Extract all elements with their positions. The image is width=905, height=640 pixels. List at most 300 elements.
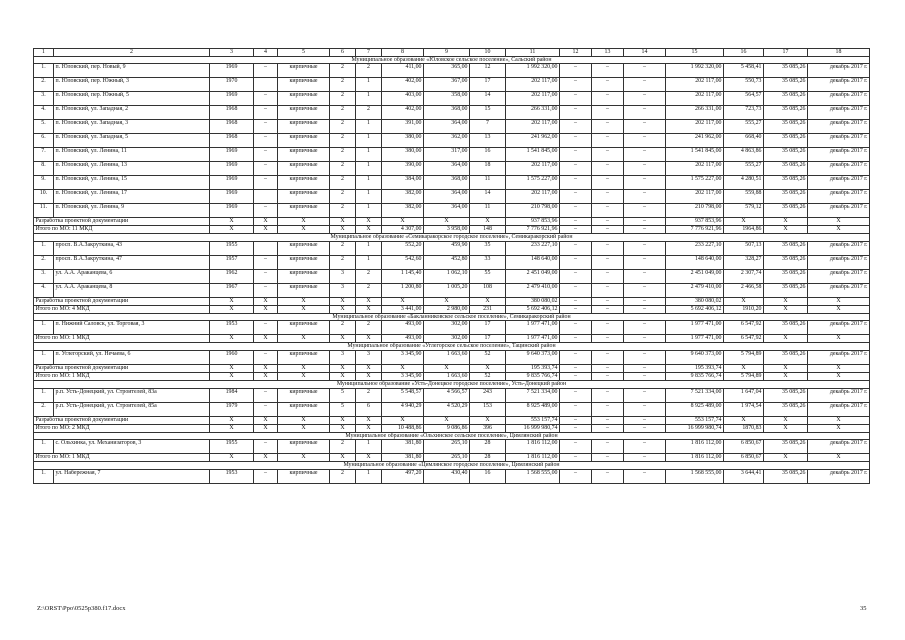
table-cell: X: [382, 297, 424, 305]
table-cell: 15: [470, 106, 506, 120]
table-cell: –: [254, 148, 278, 162]
table-cell: 542,60: [382, 255, 424, 269]
table-cell: –: [592, 190, 624, 204]
table-cell: 35 085,26: [764, 255, 808, 269]
table-cell: 1 200,80: [382, 283, 424, 297]
table-cell: 202 117,00: [506, 190, 560, 204]
table-cell: 16 999 980,74: [666, 424, 724, 432]
table-cell: X: [254, 364, 278, 372]
table-cell: 4 566,57: [424, 388, 470, 402]
table-cell: 14: [470, 92, 506, 106]
table-cell: 35 085,26: [764, 388, 808, 402]
table-cell: 9 835 766,74: [506, 372, 560, 380]
table-cell: –: [624, 255, 666, 269]
table-cell: кирпичные: [278, 148, 330, 162]
table-cell: 3.: [34, 92, 54, 106]
table-cell: 4 280,51: [724, 176, 764, 190]
table-cell: 1 974,54: [724, 402, 764, 416]
table-cell: 35 085,26: [764, 402, 808, 416]
table-cell: X: [330, 218, 356, 226]
table-cell: 1: [356, 162, 382, 176]
table-cell: 1: [356, 190, 382, 204]
municipality-heading-row: [34, 380, 870, 388]
table-cell: X: [210, 364, 254, 372]
table-cell: 302,00: [424, 321, 470, 335]
table-cell: 553 157,74: [506, 416, 560, 424]
building-row: [34, 78, 870, 92]
table-cell: 1 541 845,00: [666, 148, 724, 162]
table-cell: X: [424, 297, 470, 305]
table-cell: –: [560, 440, 592, 454]
table-cell: 1.: [34, 64, 54, 78]
table-cell: 1 062,10: [424, 269, 470, 283]
table-cell: 2: [330, 78, 356, 92]
municipality-heading-row: [34, 432, 870, 440]
table-cell: 148: [470, 226, 506, 234]
municipality-heading-row: [34, 313, 870, 321]
table-cell: кирпичные: [278, 283, 330, 297]
table-cell: [254, 78, 278, 92]
table-cell: 202 117,00: [666, 190, 724, 204]
table-cell: декабрь 2017 г.: [808, 176, 870, 190]
table-cell: 2: [330, 190, 356, 204]
table-cell: декабрь 2017 г.: [808, 78, 870, 92]
table-cell: 2: [330, 204, 356, 218]
table-cell: 35 085,26: [764, 64, 808, 78]
column-number-cell: 1: [34, 49, 54, 57]
table-cell: 1 647,04: [724, 388, 764, 402]
table-cell: X: [210, 297, 254, 305]
table-cell: декабрь 2017 г.: [808, 204, 870, 218]
summary-label: Разработка проектной документации: [34, 218, 210, 226]
table-cell: –: [592, 218, 624, 226]
table-cell: 497,20: [382, 469, 424, 483]
table-cell: –: [560, 64, 592, 78]
table-cell: 382,00: [382, 204, 424, 218]
table-cell: 52: [470, 372, 506, 380]
column-number-cell: 2: [54, 49, 210, 57]
column-number-cell: 14: [624, 49, 666, 57]
table-cell: 2.: [34, 78, 54, 92]
column-number-cell: 18: [808, 49, 870, 57]
table-cell: 1 005,20: [424, 283, 470, 297]
summary-row: [34, 305, 870, 313]
table-cell: декабрь 2017 г.: [808, 402, 870, 416]
summary-row: [34, 372, 870, 380]
table-cell: 6 850,67: [724, 454, 764, 462]
table-cell: X: [470, 297, 506, 305]
table-cell: декабрь 2017 г.: [808, 321, 870, 335]
table-cell: 7: [470, 120, 506, 134]
table-cell: декабрь 2017 г.: [808, 269, 870, 283]
table-cell: 35 085,26: [764, 120, 808, 134]
table-cell: X: [210, 416, 254, 424]
table-cell: 2: [330, 92, 356, 106]
table-cell: –: [592, 335, 624, 343]
table-cell: 13: [470, 134, 506, 148]
table-cell: кирпичные: [278, 269, 330, 283]
table-cell: X: [808, 372, 870, 380]
table-cell: 555,27: [724, 162, 764, 176]
municipality-heading-row: [34, 462, 870, 470]
table-cell: 8.: [34, 162, 54, 176]
table-cell: 202 117,00: [666, 92, 724, 106]
table-cell: X: [808, 454, 870, 462]
table-cell: –: [592, 364, 624, 372]
summary-label: Разработка проектной документации: [34, 416, 210, 424]
table-cell: –: [560, 78, 592, 92]
table-cell: 1955: [210, 241, 254, 255]
table-cell: –: [592, 176, 624, 190]
table-cell: 35 085,26: [764, 78, 808, 92]
table-cell: X: [356, 335, 382, 343]
table-cell: –: [624, 176, 666, 190]
table-cell: X: [808, 226, 870, 234]
column-number-cell: 6: [330, 49, 356, 57]
table-cell: X: [278, 218, 330, 226]
table-cell: 1: [356, 120, 382, 134]
table-cell: X: [764, 226, 808, 234]
table-cell: –: [624, 297, 666, 305]
table-cell: X: [254, 424, 278, 432]
building-row: [34, 469, 870, 483]
table-cell: –: [254, 283, 278, 297]
table-cell: X: [808, 416, 870, 424]
table-cell: 1 816 112,00: [666, 454, 724, 462]
table-cell: 6 547,92: [724, 335, 764, 343]
table-cell: 35 085,26: [764, 134, 808, 148]
table-cell: –: [560, 416, 592, 424]
table-cell: 1 568 555,00: [506, 469, 560, 483]
summary-row: [34, 335, 870, 343]
table-cell: 1 663,60: [424, 372, 470, 380]
table-cell: –: [624, 454, 666, 462]
table-cell: –: [624, 134, 666, 148]
table-cell: 210 798,00: [666, 204, 724, 218]
table-cell: 265,10: [424, 440, 470, 454]
table-cell: 5 794,89: [724, 372, 764, 380]
table-cell: –: [560, 204, 592, 218]
table-cell: декабрь 2017 г.: [808, 64, 870, 78]
table-cell: 35 085,26: [764, 92, 808, 106]
table-cell: 7.: [34, 148, 54, 162]
table-cell: декабрь 2017 г.: [808, 92, 870, 106]
column-number-cell: 3: [210, 49, 254, 57]
table-cell: 28: [470, 454, 506, 462]
table-cell: –: [624, 283, 666, 297]
table-cell: 202 117,00: [666, 120, 724, 134]
table-cell: X: [764, 297, 808, 305]
table-cell: –: [560, 335, 592, 343]
building-address: п. Юловский, ул. Западная, 3: [54, 120, 210, 134]
table-cell: кирпичные: [278, 469, 330, 483]
table-cell: кирпичные: [278, 241, 330, 255]
table-cell: 380,00: [382, 148, 424, 162]
table-cell: 1964,86: [724, 226, 764, 234]
table-cell: 1 977 471,00: [506, 335, 560, 343]
building-row: [34, 350, 870, 364]
table-cell: 1969: [210, 190, 254, 204]
building-address: п. Юловский, ул. Ленина, 11: [54, 148, 210, 162]
building-row: [34, 148, 870, 162]
table-cell: –: [624, 148, 666, 162]
table-cell: кирпичные: [278, 92, 330, 106]
table-cell: –: [560, 454, 592, 462]
table-cell: X: [764, 416, 808, 424]
table-cell: X: [808, 364, 870, 372]
table-cell: 1960: [210, 350, 254, 364]
table-cell: X: [808, 305, 870, 313]
table-cell: 1969: [210, 64, 254, 78]
table-cell: 8 925 489,00: [666, 402, 724, 416]
table-cell: 6: [356, 402, 382, 416]
table-cell: –: [624, 335, 666, 343]
table-cell: 381,80: [382, 454, 424, 462]
table-cell: 3 345,90: [382, 350, 424, 364]
table-cell: 1 575 227,00: [506, 176, 560, 190]
table-cell: 302,00: [424, 335, 470, 343]
building-address: п. Углегорский, ул. Нечаева, 6: [54, 350, 210, 364]
table-cell: 364,00: [424, 204, 470, 218]
table-cell: –: [592, 424, 624, 432]
column-number-cell: 10: [470, 49, 506, 57]
building-address: просп. В.А.Закруткина, 47: [54, 255, 210, 269]
table-cell: 2: [356, 388, 382, 402]
column-number-cell: 16: [724, 49, 764, 57]
table-cell: 328,27: [724, 255, 764, 269]
table-cell: X: [210, 424, 254, 432]
table-cell: 364,00: [424, 162, 470, 176]
table-cell: 2: [356, 64, 382, 78]
column-number-cell: 12: [560, 49, 592, 57]
building-address: п. Юловский, ул. Ленина, 15: [54, 176, 210, 190]
table-cell: –: [624, 440, 666, 454]
table-cell: X: [470, 218, 506, 226]
table-cell: X: [330, 335, 356, 343]
table-cell: X: [724, 416, 764, 424]
table-cell: 9 835 766,74: [666, 372, 724, 380]
table-cell: 195 393,74: [506, 364, 560, 372]
table-cell: –: [254, 388, 278, 402]
table-cell: 367,00: [424, 78, 470, 92]
municipality-name: Муниципальное образование «Углегорское сельское поселение», Тацинский район: [34, 343, 870, 351]
table-cell: 2: [330, 148, 356, 162]
table-cell: X: [382, 364, 424, 372]
table-cell: X: [356, 305, 382, 313]
table-cell: –: [254, 469, 278, 483]
table-cell: 1968: [210, 120, 254, 134]
table-cell: 17: [470, 335, 506, 343]
table-cell: 1.: [34, 440, 54, 454]
table-cell: кирпичные: [278, 204, 330, 218]
building-address: п. Юловский, ул. Ленина, 13: [54, 162, 210, 176]
summary-label: Итого по МО: 11 МКД: [34, 226, 210, 234]
table-cell: 243: [470, 388, 506, 402]
table-cell: X: [278, 424, 330, 432]
table-cell: 2 451 049,00: [506, 269, 560, 283]
table-cell: 380,00: [382, 134, 424, 148]
table-cell: 153: [470, 402, 506, 416]
table-cell: 459,90: [424, 241, 470, 255]
building-address: п. Нижний Саловск, ул. Торговая, 3: [54, 321, 210, 335]
table-cell: –: [592, 372, 624, 380]
table-cell: 5 692 406,12: [506, 305, 560, 313]
building-row: [34, 162, 870, 176]
table-cell: 1 568 555,00: [666, 469, 724, 483]
building-row: [34, 64, 870, 78]
table-cell: 8 925 489,00: [506, 402, 560, 416]
table-cell: 564,57: [724, 92, 764, 106]
table-cell: 4 520,29: [424, 402, 470, 416]
table-cell: декабрь 2017 г.: [808, 350, 870, 364]
table-cell: 358,00: [424, 92, 470, 106]
municipality-heading-row: [34, 56, 870, 64]
table-cell: X: [764, 305, 808, 313]
table-cell: кирпичные: [278, 388, 330, 402]
table-cell: 2 980,00: [424, 305, 470, 313]
summary-label: Итого по МО: 4 МКД: [34, 305, 210, 313]
building-address: ул. А.А. Араканцева, 6: [54, 269, 210, 283]
municipality-heading-row: [34, 234, 870, 242]
table-cell: X: [808, 297, 870, 305]
table-cell: –: [592, 283, 624, 297]
table-cell: [254, 190, 278, 204]
table-cell: 381,80: [382, 440, 424, 454]
table-cell: 202 117,00: [506, 120, 560, 134]
building-row: [34, 440, 870, 454]
table-cell: X: [382, 218, 424, 226]
table-cell: X: [424, 218, 470, 226]
table-cell: –: [560, 226, 592, 234]
table-cell: –: [624, 226, 666, 234]
table-cell: 2: [356, 106, 382, 120]
column-number-cell: 8: [382, 49, 424, 57]
table-cell: X: [356, 226, 382, 234]
table-cell: –: [592, 402, 624, 416]
table-cell: 3: [330, 350, 356, 364]
page-number: 35: [860, 605, 867, 612]
table-cell: X: [330, 297, 356, 305]
table-cell: –: [254, 92, 278, 106]
table-cell: 1.: [34, 321, 54, 335]
table-cell: 411,00: [382, 64, 424, 78]
table-cell: декабрь 2017 г.: [808, 106, 870, 120]
table-cell: 2: [330, 469, 356, 483]
building-row: [34, 134, 870, 148]
table-cell: 507,13: [724, 241, 764, 255]
housing-repair-table: [33, 48, 870, 484]
table-cell: X: [278, 364, 330, 372]
table-cell: 2: [330, 440, 356, 454]
table-cell: 668,40: [724, 134, 764, 148]
table-cell: 195 393,74: [666, 364, 724, 372]
summary-label: Итого по МО: 2 МКД: [34, 424, 210, 432]
table-cell: X: [724, 297, 764, 305]
building-row: [34, 241, 870, 255]
building-row: [34, 283, 870, 297]
table-cell: 550,73: [724, 78, 764, 92]
table-cell: 2: [330, 321, 356, 335]
table-cell: 1 575 227,00: [666, 176, 724, 190]
summary-label: Итого по МО: 1 МКД: [34, 335, 210, 343]
table-cell: 1 977 471,00: [666, 321, 724, 335]
table-cell: 2: [330, 162, 356, 176]
column-number-cell: 17: [764, 49, 808, 57]
table-cell: кирпичные: [278, 64, 330, 78]
summary-label: Разработка проектной документации: [34, 364, 210, 372]
table-cell: 17: [470, 321, 506, 335]
table-cell: 2 307,74: [724, 269, 764, 283]
table-cell: 1: [356, 469, 382, 483]
column-number-cell: 11: [506, 49, 560, 57]
table-cell: кирпичные: [278, 176, 330, 190]
table-cell: кирпичные: [278, 255, 330, 269]
table-cell: 35: [470, 241, 506, 255]
table-cell: –: [592, 148, 624, 162]
table-cell: –: [592, 350, 624, 364]
table-cell: –: [560, 162, 592, 176]
table-cell: 1969: [210, 204, 254, 218]
table-cell: 1969: [210, 92, 254, 106]
summary-label: Итого по МО: 1 МКД: [34, 454, 210, 462]
table-cell: 266 331,00: [666, 106, 724, 120]
table-cell: 1970: [210, 78, 254, 92]
table-cell: –: [560, 402, 592, 416]
table-cell: 1979: [210, 402, 254, 416]
table-cell: 18: [470, 162, 506, 176]
building-address: п. Юловский, ул. Ленина, 17: [54, 190, 210, 204]
table-cell: 9.: [34, 176, 54, 190]
table-cell: 241 962,00: [506, 134, 560, 148]
table-cell: кирпичные: [278, 120, 330, 134]
table-cell: 3: [356, 350, 382, 364]
table-cell: –: [560, 321, 592, 335]
table-cell: 723,73: [724, 106, 764, 120]
table-cell: 1.: [34, 350, 54, 364]
table-cell: X: [356, 218, 382, 226]
table-cell: 1: [356, 176, 382, 190]
table-cell: 5.: [34, 120, 54, 134]
table-cell: X: [278, 226, 330, 234]
table-cell: 17: [470, 78, 506, 92]
table-cell: –: [592, 440, 624, 454]
table-cell: 1955: [210, 440, 254, 454]
column-number-cell: 7: [356, 49, 382, 57]
table-cell: декабрь 2017 г.: [808, 120, 870, 134]
table-cell: 1 977 471,00: [666, 335, 724, 343]
table-cell: 364,00: [424, 120, 470, 134]
table-cell: –: [560, 469, 592, 483]
table-cell: 6.: [34, 134, 54, 148]
building-address: п. Юловский, ул. Западная, 5: [54, 134, 210, 148]
table-cell: 3: [330, 283, 356, 297]
table-cell: 9 640 373,00: [666, 350, 724, 364]
table-cell: 35 085,26: [764, 283, 808, 297]
table-cell: 210 798,00: [506, 204, 560, 218]
table-cell: 4 940,29: [382, 402, 424, 416]
table-cell: –: [254, 269, 278, 283]
table-cell: 3.: [34, 269, 54, 283]
table-cell: –: [592, 241, 624, 255]
table-cell: 1969: [210, 176, 254, 190]
table-cell: X: [330, 424, 356, 432]
table-cell: кирпичные: [278, 190, 330, 204]
table-cell: –: [560, 190, 592, 204]
summary-row: [34, 364, 870, 372]
summary-row: [34, 454, 870, 462]
table-cell: 1910,20: [724, 305, 764, 313]
table-cell: 380 080,02: [506, 297, 560, 305]
